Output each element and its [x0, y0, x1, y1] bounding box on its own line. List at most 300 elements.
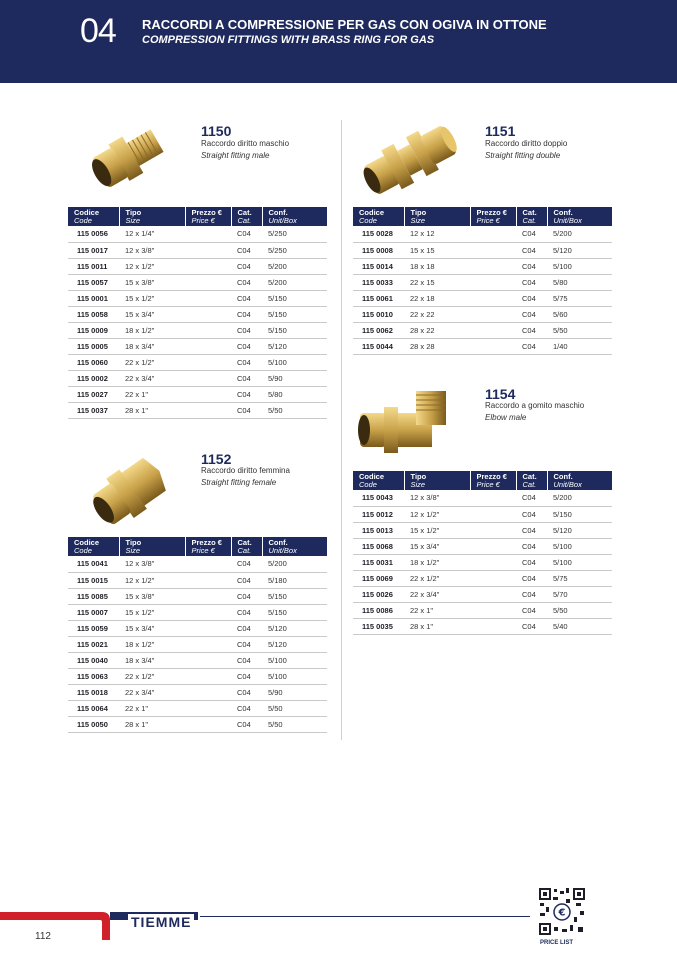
cell-cat: C04: [516, 274, 547, 290]
column-header-it: Conf.: [268, 208, 288, 217]
cell-code: 115 0064: [68, 700, 119, 716]
table-row: [353, 338, 612, 354]
cell-price: [470, 602, 516, 618]
column-header: [353, 471, 404, 490]
cell-code: 115 0012: [353, 506, 404, 522]
cell-code: 115 0057: [68, 274, 119, 290]
column-header: [404, 471, 470, 490]
cell-price: [470, 242, 516, 258]
cell-price: [470, 306, 516, 322]
cell-price: [185, 588, 231, 604]
column-header-en: Unit/Box: [553, 216, 582, 225]
footer-swoosh-icon: [88, 912, 112, 940]
cell-price: [185, 652, 231, 668]
cell-box: 5/90: [262, 684, 327, 700]
cell-price: [185, 604, 231, 620]
cell-cat: C04: [516, 322, 547, 338]
cell-box: 5/60: [547, 306, 612, 322]
table-row: [353, 538, 612, 554]
table-row: [68, 636, 327, 652]
column-header-it: Cat.: [522, 472, 537, 481]
cell-box: 5/75: [547, 290, 612, 306]
column-header-en: Size: [125, 216, 141, 225]
cell-code: 115 0021: [68, 636, 119, 652]
cell-code: 115 0011: [68, 258, 119, 274]
footer-rule: [200, 916, 530, 917]
cell-size: 22 x 18: [404, 290, 470, 306]
brand-logo: TIEMME: [128, 914, 194, 930]
cell-price: [185, 290, 231, 306]
section-title-it: RACCORDI A COMPRESSIONE PER GAS CON OGIVA IN OTTONE: [142, 17, 547, 32]
cell-box: 5/200: [262, 556, 327, 572]
column-header: [185, 537, 231, 556]
column-header-it: Prezzo €: [476, 208, 507, 217]
cell-price: [470, 586, 516, 602]
column-header-it: Tipo: [125, 208, 142, 217]
cell-price: [185, 386, 231, 402]
cell-box: 5/120: [547, 242, 612, 258]
table-row: [68, 716, 327, 732]
cell-code: 115 0041: [68, 556, 119, 572]
cell-cat: C04: [516, 338, 547, 354]
cell-box: 5/150: [262, 290, 327, 306]
cell-cat: C04: [516, 258, 547, 274]
cell-price: [185, 402, 231, 418]
cell-code: 115 0037: [68, 402, 119, 418]
cell-box: 5/100: [547, 258, 612, 274]
column-header: [68, 537, 119, 556]
cell-cat: C04: [231, 700, 262, 716]
cell-size: 15 x 15: [404, 242, 470, 258]
cell-cat: C04: [231, 322, 262, 338]
cell-box: 5/50: [547, 322, 612, 338]
column-header-en: Size: [410, 480, 426, 489]
cell-box: 5/90: [262, 370, 327, 386]
cell-code: 115 0027: [68, 386, 119, 402]
cell-code: 115 0015: [68, 572, 119, 588]
cell-code: 115 0059: [68, 620, 119, 636]
cell-code: 115 0001: [68, 290, 119, 306]
table-1151: [353, 207, 612, 355]
table-row: [68, 274, 327, 290]
column-header-en: Price €: [191, 546, 215, 555]
column-divider: [341, 120, 342, 740]
cell-cat: C04: [516, 522, 547, 538]
cell-size: 22 x 15: [404, 274, 470, 290]
cell-size: 28 x 28: [404, 338, 470, 354]
cell-size: 15 x 1/2": [119, 604, 185, 620]
cell-box: 5/100: [262, 354, 327, 370]
table-row: [353, 226, 612, 242]
column-header-it: Conf.: [553, 472, 573, 481]
cell-cat: C04: [231, 604, 262, 620]
cell-cat: C04: [231, 636, 262, 652]
cell-cat: C04: [231, 556, 262, 572]
cell-code: 115 0009: [68, 322, 119, 338]
cell-size: 15 x 3/8": [119, 274, 185, 290]
cell-size: 22 x 1/2": [119, 354, 185, 370]
cell-size: 22 x 3/4": [404, 586, 470, 602]
cell-cat: C04: [516, 554, 547, 570]
cell-cat: C04: [516, 586, 547, 602]
table-row: [353, 618, 612, 634]
cell-size: 28 x 1": [119, 402, 185, 418]
cell-price: [185, 258, 231, 274]
column-header-it: Tipo: [125, 538, 142, 547]
table-row: [353, 522, 612, 538]
cell-cat: C04: [516, 290, 547, 306]
cell-cat: C04: [231, 386, 262, 402]
column-header: [68, 207, 119, 226]
cell-code: 115 0013: [353, 522, 404, 538]
column-header: [185, 207, 231, 226]
price-list-label: PRICE LIST: [540, 940, 574, 946]
cell-box: 5/100: [262, 668, 327, 684]
cell-cat: C04: [231, 306, 262, 322]
table-row: [68, 242, 327, 258]
cell-cat: C04: [231, 274, 262, 290]
column-header-en: Unit/Box: [268, 546, 297, 555]
cell-box: 5/50: [547, 602, 612, 618]
product-desc-it: Raccordo diritto doppio: [485, 139, 568, 148]
cell-price: [470, 522, 516, 538]
column-header-it: Prezzo €: [191, 538, 222, 547]
cell-code: 115 0044: [353, 338, 404, 354]
cell-code: 115 0068: [353, 538, 404, 554]
table-row: [68, 306, 327, 322]
column-header: [516, 207, 547, 226]
table-1152: [68, 537, 327, 733]
cell-cat: C04: [231, 258, 262, 274]
cell-price: [185, 572, 231, 588]
table-header-row: [68, 207, 327, 226]
cell-code: 115 0056: [68, 226, 119, 242]
cell-price: [185, 636, 231, 652]
cell-size: 15 x 3/4": [119, 306, 185, 322]
column-header: [353, 207, 404, 226]
cell-code: 115 0033: [353, 274, 404, 290]
cell-size: 12 x 3/8": [404, 490, 470, 506]
cell-code: 115 0002: [68, 370, 119, 386]
table-row: [68, 556, 327, 572]
product-desc-en: Straight fitting female: [201, 478, 277, 487]
cell-price: [470, 226, 516, 242]
cell-cat: C04: [231, 338, 262, 354]
cell-cat: C04: [516, 226, 547, 242]
cell-size: 18 x 1/2": [404, 554, 470, 570]
column-header-en: Code: [359, 480, 377, 489]
column-header-en: Code: [74, 216, 92, 225]
table-row: [68, 620, 327, 636]
table-row: [68, 700, 327, 716]
cell-price: [185, 242, 231, 258]
cell-price: [185, 668, 231, 684]
product-code: 1152: [201, 451, 232, 467]
cell-box: 5/120: [262, 620, 327, 636]
column-header: [119, 537, 185, 556]
cell-size: 22 x 22: [404, 306, 470, 322]
cell-cat: C04: [231, 572, 262, 588]
column-header: [404, 207, 470, 226]
cell-size: 15 x 1/2": [119, 290, 185, 306]
product-code: 1150: [201, 123, 232, 139]
cell-code: 115 0028: [353, 226, 404, 242]
column-header-it: Cat.: [237, 538, 252, 547]
cell-box: 5/250: [262, 226, 327, 242]
cell-price: [470, 258, 516, 274]
cell-size: 22 x 3/4": [119, 684, 185, 700]
cell-box: 5/250: [262, 242, 327, 258]
cell-size: 22 x 1/2": [404, 570, 470, 586]
cell-price: [185, 322, 231, 338]
product-desc-it: Raccordo diritto maschio: [201, 139, 290, 148]
cell-code: 115 0031: [353, 554, 404, 570]
cell-size: 12 x 1/4": [119, 226, 185, 242]
cell-size: 15 x 3/4": [404, 538, 470, 554]
cell-cat: C04: [516, 538, 547, 554]
cell-cat: C04: [231, 620, 262, 636]
page-number: 112: [35, 931, 51, 942]
column-header-it: Conf.: [553, 208, 573, 217]
column-header-en: Code: [74, 546, 92, 555]
cell-price: [470, 538, 516, 554]
cell-box: 5/120: [547, 522, 612, 538]
footer-red-bar: [0, 912, 96, 920]
product-desc-en: Straight fitting male: [201, 151, 270, 160]
table-row: [353, 506, 612, 522]
column-header-it: Tipo: [410, 208, 427, 217]
cell-box: 5/120: [262, 338, 327, 354]
fitting-1151-image: [355, 120, 465, 200]
cell-code: 115 0063: [68, 668, 119, 684]
cell-size: 12 x 12: [404, 226, 470, 242]
table-1154: [353, 471, 612, 635]
table-row: [353, 570, 612, 586]
cell-box: 5/150: [262, 604, 327, 620]
table-row: [68, 290, 327, 306]
column-header: [516, 471, 547, 490]
cell-price: [470, 618, 516, 634]
column-header-en: Price €: [476, 216, 500, 225]
column-header: [262, 537, 327, 556]
column-header: [231, 207, 262, 226]
cell-cat: C04: [231, 242, 262, 258]
column-header-en: Size: [410, 216, 426, 225]
cell-size: 15 x 3/8": [119, 588, 185, 604]
column-header-en: Price €: [476, 480, 500, 489]
cell-price: [185, 338, 231, 354]
table-row: [353, 602, 612, 618]
cell-cat: C04: [516, 242, 547, 258]
column-header-en: Code: [359, 216, 377, 225]
cell-size: 22 x 1": [119, 700, 185, 716]
column-header-en: Unit/Box: [268, 216, 297, 225]
cell-code: 115 0008: [353, 242, 404, 258]
cell-cat: C04: [516, 618, 547, 634]
cell-box: 5/75: [547, 570, 612, 586]
cell-price: [185, 306, 231, 322]
column-header: [547, 471, 612, 490]
table-row: [68, 588, 327, 604]
cell-cat: C04: [516, 570, 547, 586]
cell-box: 5/100: [262, 652, 327, 668]
cell-cat: C04: [516, 602, 547, 618]
cell-box: 5/200: [262, 274, 327, 290]
table-row: [68, 604, 327, 620]
column-header-it: Tipo: [410, 472, 427, 481]
column-header-it: Prezzo €: [476, 472, 507, 481]
cell-box: 5/200: [262, 258, 327, 274]
cell-code: 115 0017: [68, 242, 119, 258]
table-row: [353, 274, 612, 290]
column-header-en: Price €: [191, 216, 215, 225]
product-desc-it: Raccordo diritto femmina: [201, 466, 290, 475]
cell-size: 12 x 1/2": [404, 506, 470, 522]
column-header-en: Size: [125, 546, 141, 555]
column-header-it: Cat.: [522, 208, 537, 217]
cell-cat: C04: [516, 490, 547, 506]
cell-size: 22 x 1": [119, 386, 185, 402]
cell-code: 115 0062: [353, 322, 404, 338]
cell-cat: C04: [231, 588, 262, 604]
table-row: [68, 370, 327, 386]
table-row: [68, 226, 327, 242]
cell-price: [470, 338, 516, 354]
table-row: [68, 354, 327, 370]
section-title-en: COMPRESSION FITTINGS WITH BRASS RING FOR GAS: [142, 34, 435, 46]
cell-price: [470, 554, 516, 570]
cell-code: 115 0026: [353, 586, 404, 602]
cell-size: 18 x 3/4": [119, 338, 185, 354]
table-row: [68, 684, 327, 700]
table-row: [353, 554, 612, 570]
table-row: [68, 572, 327, 588]
cell-box: 5/50: [262, 402, 327, 418]
cell-code: 115 0010: [353, 306, 404, 322]
price-list-qr-icon[interactable]: [538, 887, 586, 939]
cell-size: 28 x 1": [119, 716, 185, 732]
cell-size: 12 x 3/8": [119, 242, 185, 258]
cell-price: [470, 506, 516, 522]
table-row: [68, 652, 327, 668]
cell-code: 115 0035: [353, 618, 404, 634]
cell-box: 5/200: [547, 226, 612, 242]
cell-cat: C04: [231, 354, 262, 370]
section-number: 04: [80, 12, 116, 50]
cell-box: 5/70: [547, 586, 612, 602]
cell-cat: C04: [516, 506, 547, 522]
table-row: [68, 338, 327, 354]
column-header: [119, 207, 185, 226]
cell-code: 115 0050: [68, 716, 119, 732]
table-row: [353, 586, 612, 602]
column-header-en: Cat.: [237, 546, 252, 555]
product-desc-it: Raccordo a gomito maschio: [485, 401, 585, 410]
cell-cat: C04: [231, 226, 262, 242]
table-row: [353, 290, 612, 306]
svg-text:€: €: [558, 907, 566, 919]
column-header-en: Unit/Box: [553, 480, 582, 489]
cell-code: 115 0058: [68, 306, 119, 322]
fitting-1152-image: [84, 452, 174, 532]
column-header-it: Cat.: [237, 208, 252, 217]
table-row: [353, 306, 612, 322]
cell-box: 5/80: [262, 386, 327, 402]
cell-code: 115 0014: [353, 258, 404, 274]
cell-size: 12 x 1/2": [119, 258, 185, 274]
cell-box: 5/100: [547, 554, 612, 570]
table-row: [353, 258, 612, 274]
cell-size: 18 x 1/2": [119, 322, 185, 338]
cell-size: 12 x 3/8": [119, 556, 185, 572]
cell-cat: C04: [231, 668, 262, 684]
cell-code: 115 0085: [68, 588, 119, 604]
cell-price: [470, 322, 516, 338]
table-row: [68, 386, 327, 402]
cell-code: 115 0018: [68, 684, 119, 700]
table-header-row: [353, 207, 612, 226]
column-header-it: Codice: [359, 472, 385, 481]
cell-box: 5/200: [547, 490, 612, 506]
column-header: [231, 537, 262, 556]
cell-price: [470, 570, 516, 586]
cell-cat: C04: [231, 402, 262, 418]
column-header-en: Cat.: [237, 216, 252, 225]
cell-box: 5/150: [262, 306, 327, 322]
column-header-it: Codice: [74, 208, 100, 217]
cell-code: 115 0061: [353, 290, 404, 306]
cell-box: 5/150: [262, 322, 327, 338]
cell-size: 22 x 1": [404, 602, 470, 618]
cell-price: [470, 490, 516, 506]
cell-code: 115 0069: [353, 570, 404, 586]
cell-cat: C04: [231, 370, 262, 386]
cell-size: 22 x 1/2": [119, 668, 185, 684]
cell-price: [185, 354, 231, 370]
table-row: [353, 490, 612, 506]
product-code: 1151: [485, 123, 516, 139]
cell-cat: C04: [231, 684, 262, 700]
table-row: [353, 322, 612, 338]
table-row: [68, 258, 327, 274]
cell-size: 18 x 18: [404, 258, 470, 274]
cell-code: 115 0086: [353, 602, 404, 618]
column-header: [470, 471, 516, 490]
product-desc-en: Elbow male: [485, 413, 527, 422]
cell-box: 1/40: [547, 338, 612, 354]
column-header-it: Prezzo €: [191, 208, 222, 217]
column-header-it: Codice: [359, 208, 385, 217]
cell-code: 115 0005: [68, 338, 119, 354]
cell-price: [470, 274, 516, 290]
cell-price: [185, 700, 231, 716]
cell-price: [185, 274, 231, 290]
page-header: [0, 0, 677, 83]
cell-cat: C04: [516, 306, 547, 322]
table-row: [68, 668, 327, 684]
cell-price: [185, 556, 231, 572]
column-header-en: Cat.: [522, 216, 537, 225]
product-code: 1154: [485, 386, 516, 402]
cell-size: 15 x 1/2": [404, 522, 470, 538]
cell-price: [185, 684, 231, 700]
column-header-it: Codice: [74, 538, 100, 547]
cell-price: [185, 226, 231, 242]
table-header-row: [353, 471, 612, 490]
cell-price: [185, 716, 231, 732]
cell-size: 15 x 3/4": [119, 620, 185, 636]
table-1150: [68, 207, 327, 419]
